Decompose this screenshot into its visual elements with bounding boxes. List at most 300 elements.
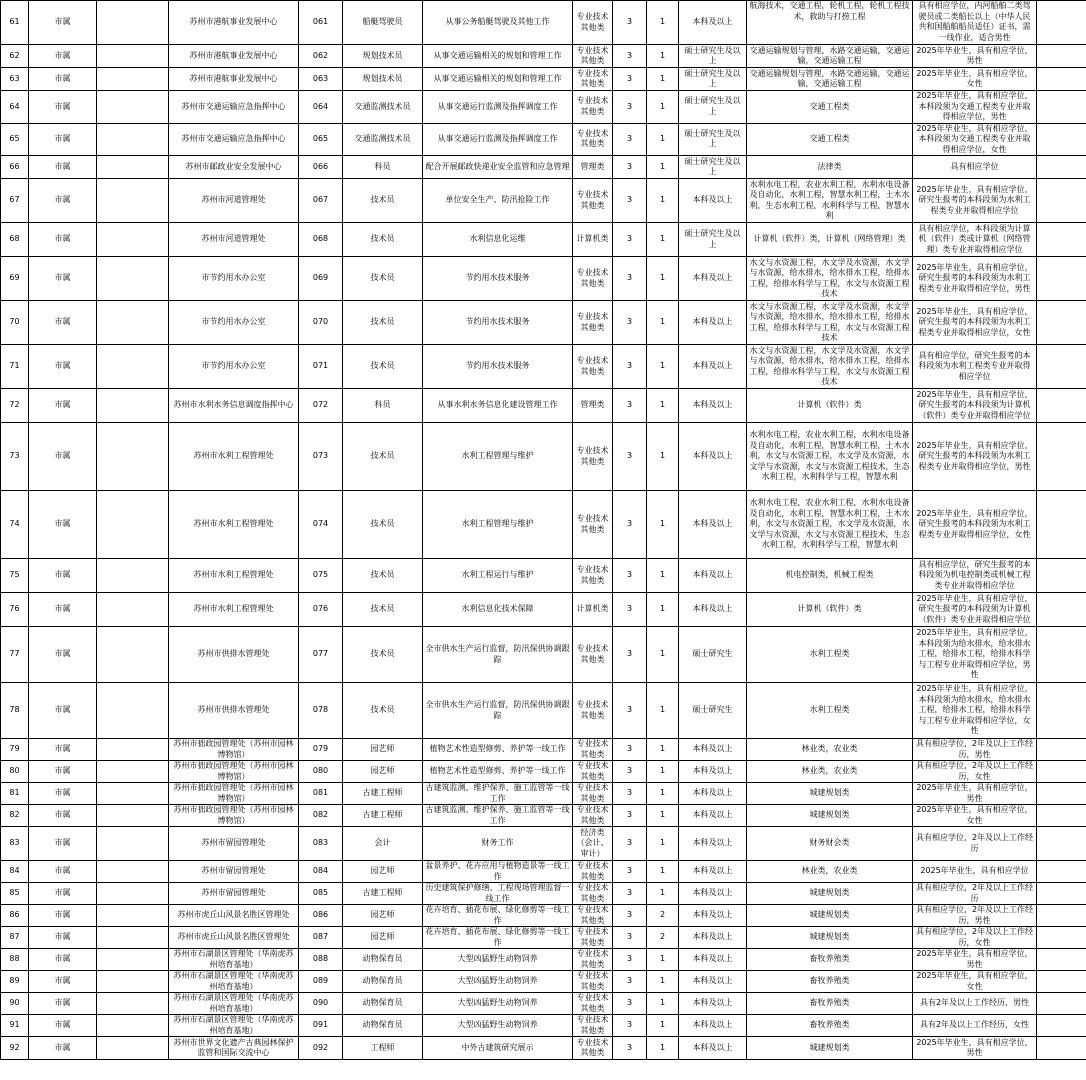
headcount: 2 (647, 905, 679, 927)
post-name: 会计 (343, 827, 423, 861)
post-name: 工程师 (343, 1037, 423, 1060)
post-duty: 盆景养护、花卉应用与植物造景等一线工作 (423, 861, 573, 883)
post-category: 专业技术其他类 (573, 1037, 613, 1060)
row-number: 74 (1, 491, 29, 559)
education: 硕士研究生及以上 (679, 91, 747, 124)
post-duty: 古建筑监测、维护保养、施工监管等一线工作 (423, 805, 573, 827)
post-duty: 大型凶猛野生动物饲养 (423, 1015, 573, 1037)
headcount: 1 (647, 491, 679, 559)
table-row (1, 45, 1086, 68)
headcount: 1 (647, 156, 679, 179)
row-number: 75 (1, 559, 29, 593)
major: 法律类 (747, 156, 913, 179)
post-name: 技术员 (343, 423, 423, 491)
post-duty: 从事水利水务信息化建设管理工作 (423, 389, 573, 423)
post-name: 规划技术员 (343, 68, 423, 91)
education: 本科及以上 (679, 905, 747, 927)
unit-name: 苏州市水利工程管理处 (169, 423, 299, 491)
level: 市属 (29, 1015, 97, 1037)
post-code: 089 (299, 971, 343, 993)
post-name: 古建工程师 (343, 805, 423, 827)
post-code: 061 (299, 1, 343, 45)
table-row (1, 861, 1086, 883)
exam-type: 3 (613, 993, 647, 1015)
headcount: 1 (647, 949, 679, 971)
unit-name: 苏州市河道管理处 (169, 223, 299, 257)
exam-type: 3 (613, 68, 647, 91)
education: 本科及以上 (679, 389, 747, 423)
unit-name: 苏州市港航事业发展中心 (169, 45, 299, 68)
education: 硕士研究生 (679, 627, 747, 683)
headcount: 1 (647, 739, 679, 761)
remark (1037, 783, 1086, 805)
headcount: 1 (647, 257, 679, 301)
unit-name: 苏州市石湖景区管理处（华南虎苏州培育基地） (169, 971, 299, 993)
post-name: 动物保育员 (343, 949, 423, 971)
remark (1037, 683, 1086, 739)
level: 市属 (29, 423, 97, 491)
headcount: 1 (647, 389, 679, 423)
table-row (1, 156, 1086, 179)
post-code: 092 (299, 1037, 343, 1060)
post-code: 083 (299, 827, 343, 861)
table-row (1, 993, 1086, 1015)
row-number: 84 (1, 861, 29, 883)
row-number: 76 (1, 593, 29, 627)
exam-type: 3 (613, 1, 647, 45)
post-category: 专业技术其他类 (573, 345, 613, 389)
post-duty: 节约用水技术服务 (423, 301, 573, 345)
education: 本科及以上 (679, 301, 747, 345)
education: 本科及以上 (679, 971, 747, 993)
headcount: 1 (647, 993, 679, 1015)
blank-cell (97, 68, 169, 91)
post-name: 动物保育员 (343, 1015, 423, 1037)
post-duty: 大型凶猛野生动物饲养 (423, 971, 573, 993)
post-category: 专业技术其他类 (573, 883, 613, 905)
blank-cell (97, 761, 169, 783)
row-number: 90 (1, 993, 29, 1015)
blank-cell (97, 1037, 169, 1060)
post-name: 技术员 (343, 683, 423, 739)
remark (1037, 861, 1086, 883)
headcount: 1 (647, 68, 679, 91)
education: 本科及以上 (679, 949, 747, 971)
post-code: 079 (299, 739, 343, 761)
post-code: 091 (299, 1015, 343, 1037)
unit-name: 苏州市留园管理处 (169, 861, 299, 883)
headcount: 1 (647, 123, 679, 156)
unit-name: 苏州市港航事业发展中心 (169, 68, 299, 91)
post-category: 专业技术其他类 (573, 761, 613, 783)
blank-cell (97, 949, 169, 971)
blank-cell (97, 683, 169, 739)
major: 城建规划类 (747, 927, 913, 949)
exam-type: 3 (613, 627, 647, 683)
other-requirements: 具有相应学位，内河船舶二类驾驶员或二类船长以上（中华人民共和国船舶船员适任）证书，需一线作业，适合男性 (913, 1, 1037, 45)
education: 硕士研究生及以上 (679, 123, 747, 156)
major: 水利水电工程，农业水利工程，水利水电设备及自动化，水利工程，智慧水利工程，土木水利，生态水利工程，水利科学与工程，智慧水利 (747, 179, 913, 223)
table-row (1, 783, 1086, 805)
table-row (1, 389, 1086, 423)
headcount: 1 (647, 783, 679, 805)
remark (1037, 993, 1086, 1015)
remark (1037, 301, 1086, 345)
unit-name: 苏州市拙政园管理处（苏州市园林博物馆） (169, 761, 299, 783)
exam-type: 3 (613, 559, 647, 593)
post-duty: 水利工程运行与维护 (423, 559, 573, 593)
exam-type: 3 (613, 45, 647, 68)
blank-cell (97, 45, 169, 68)
post-category: 专业技术其他类 (573, 805, 613, 827)
row-number: 83 (1, 827, 29, 861)
post-name: 技术员 (343, 257, 423, 301)
table-row (1, 559, 1086, 593)
major: 计算机（软件）类，计算机（网络管理）类 (747, 223, 913, 257)
blank-cell (97, 423, 169, 491)
post-code: 075 (299, 559, 343, 593)
exam-type: 3 (613, 761, 647, 783)
post-name: 科员 (343, 156, 423, 179)
table-row (1, 223, 1086, 257)
row-number: 85 (1, 883, 29, 905)
headcount: 1 (647, 223, 679, 257)
table-row (1, 927, 1086, 949)
row-number: 86 (1, 905, 29, 927)
major: 城建规划类 (747, 805, 913, 827)
post-category: 专业技术其他类 (573, 257, 613, 301)
row-number: 92 (1, 1037, 29, 1060)
major: 交通工程类 (747, 91, 913, 124)
remark (1037, 491, 1086, 559)
post-code: 063 (299, 68, 343, 91)
post-duty: 植物艺术性造型修剪、养护等一线工作 (423, 739, 573, 761)
blank-cell (97, 993, 169, 1015)
remark (1037, 559, 1086, 593)
exam-type: 3 (613, 301, 647, 345)
remark (1037, 91, 1086, 124)
major: 计算机（软件）类 (747, 593, 913, 627)
level: 市属 (29, 1, 97, 45)
post-code: 064 (299, 91, 343, 124)
other-requirements: 具有相应学位，本科段须为计算机（软件）类或计算机（网络管理）类专业并取得相应学位 (913, 223, 1037, 257)
unit-name: 苏州市交通运输应急指挥中心 (169, 123, 299, 156)
unit-name: 市节约用水办公室 (169, 301, 299, 345)
table-row (1, 761, 1086, 783)
major: 交通运输规划与管理，水路交通运输，交通运输，交通运输工程 (747, 68, 913, 91)
exam-type: 3 (613, 883, 647, 905)
post-category: 专业技术其他类 (573, 683, 613, 739)
post-code: 090 (299, 993, 343, 1015)
other-requirements: 2025年毕业生，具有相应学位，本科段须为给水排水，给水排水工程，给排水工程，给排水科学与工程专业并取得相应学位，女性 (913, 683, 1037, 739)
table-row (1, 683, 1086, 739)
remark (1037, 827, 1086, 861)
post-name: 船艇驾驶员 (343, 1, 423, 45)
table-row (1, 123, 1086, 156)
table-row (1, 68, 1086, 91)
post-code: 069 (299, 257, 343, 301)
post-name: 技术员 (343, 179, 423, 223)
post-code: 071 (299, 345, 343, 389)
blank-cell (97, 91, 169, 124)
level: 市属 (29, 123, 97, 156)
blank-cell (97, 559, 169, 593)
level: 市属 (29, 993, 97, 1015)
exam-type: 3 (613, 423, 647, 491)
post-code: 065 (299, 123, 343, 156)
education: 本科及以上 (679, 739, 747, 761)
other-requirements: 2025年毕业生，具有相应学位，男性 (913, 45, 1037, 68)
level: 市属 (29, 389, 97, 423)
level: 市属 (29, 156, 97, 179)
post-category: 管理类 (573, 389, 613, 423)
unit-name: 苏州市虎丘山风景名胜区管理处 (169, 905, 299, 927)
post-duty: 古建筑监测、维护保养、施工监管等一线工作 (423, 783, 573, 805)
post-name: 科员 (343, 389, 423, 423)
post-duty: 节约用水技术服务 (423, 257, 573, 301)
post-duty: 花卉培育、插花布展、绿化修剪等一线工作 (423, 927, 573, 949)
post-code: 087 (299, 927, 343, 949)
education: 本科及以上 (679, 927, 747, 949)
level: 市属 (29, 179, 97, 223)
row-number: 77 (1, 627, 29, 683)
row-number: 82 (1, 805, 29, 827)
post-name: 园艺师 (343, 761, 423, 783)
major: 财务财会类 (747, 827, 913, 861)
table-row (1, 883, 1086, 905)
other-requirements: 具有相应学位，2年及以上工作经历，女性 (913, 927, 1037, 949)
major: 城建规划类 (747, 783, 913, 805)
post-name: 技术员 (343, 345, 423, 389)
post-category: 专业技术其他类 (573, 627, 613, 683)
headcount: 1 (647, 593, 679, 627)
level: 市属 (29, 68, 97, 91)
headcount: 1 (647, 301, 679, 345)
education: 本科及以上 (679, 827, 747, 861)
education: 本科及以上 (679, 761, 747, 783)
post-name: 古建工程师 (343, 883, 423, 905)
exam-type: 3 (613, 156, 647, 179)
other-requirements: 具有相应学位，2年及以上工作经历 (913, 827, 1037, 861)
headcount: 1 (647, 559, 679, 593)
remark (1037, 1037, 1086, 1060)
table-row (1, 1015, 1086, 1037)
headcount: 1 (647, 1037, 679, 1060)
major: 城建规划类 (747, 1037, 913, 1060)
education: 硕士研究生及以上 (679, 156, 747, 179)
post-duty: 从事公务船艇驾驶及其他工作 (423, 1, 573, 45)
blank-cell (97, 389, 169, 423)
major: 水文与水资源工程，水文学及水资源，水文学与水资源，给水排水，给水排水工程，给排水工程，给排水科学与工程，水文与水资源工程技术 (747, 345, 913, 389)
exam-type: 3 (613, 683, 647, 739)
row-number: 87 (1, 927, 29, 949)
headcount: 1 (647, 827, 679, 861)
headcount: 1 (647, 1015, 679, 1037)
post-category: 专业技术其他类 (573, 783, 613, 805)
post-name: 园艺师 (343, 927, 423, 949)
education: 本科及以上 (679, 1, 747, 45)
unit-name: 苏州市石湖景区管理处（华南虎苏州培育基地） (169, 949, 299, 971)
blank-cell (97, 123, 169, 156)
remark (1037, 257, 1086, 301)
exam-type: 3 (613, 827, 647, 861)
level: 市属 (29, 627, 97, 683)
row-number: 69 (1, 257, 29, 301)
unit-name: 苏州市交通运输应急指挥中心 (169, 91, 299, 124)
post-name: 动物保育员 (343, 993, 423, 1015)
post-code: 080 (299, 761, 343, 783)
post-code: 081 (299, 783, 343, 805)
post-duty: 水利工程管理与维护 (423, 423, 573, 491)
post-name: 技术员 (343, 593, 423, 627)
level: 市属 (29, 739, 97, 761)
major: 畜牧养殖类 (747, 949, 913, 971)
other-requirements: 具有2年及以上工作经历，女性 (913, 1015, 1037, 1037)
education: 本科及以上 (679, 257, 747, 301)
table-row (1, 739, 1086, 761)
table-row (1, 301, 1086, 345)
blank-cell (97, 883, 169, 905)
remark (1037, 223, 1086, 257)
post-code: 074 (299, 491, 343, 559)
unit-name: 苏州市港航事业发展中心 (169, 1, 299, 45)
post-code: 076 (299, 593, 343, 627)
exam-type: 3 (613, 491, 647, 559)
headcount: 1 (647, 683, 679, 739)
post-duty: 中外古建筑研究展示 (423, 1037, 573, 1060)
exam-type: 3 (613, 257, 647, 301)
level: 市属 (29, 1037, 97, 1060)
education: 本科及以上 (679, 593, 747, 627)
level: 市属 (29, 861, 97, 883)
table-row (1, 1, 1086, 45)
other-requirements: 具有2年及以上工作经历，男性 (913, 993, 1037, 1015)
blank-cell (97, 805, 169, 827)
headcount: 1 (647, 971, 679, 993)
table-row (1, 423, 1086, 491)
post-category: 专业技术其他类 (573, 45, 613, 68)
other-requirements: 2025年毕业生，具有相应学位，研究生报考的本科段须为水利工程类专业并取得相应学位，女性 (913, 491, 1037, 559)
blank-cell (97, 783, 169, 805)
post-duty: 财务工作 (423, 827, 573, 861)
level: 市属 (29, 559, 97, 593)
post-name: 规划技术员 (343, 45, 423, 68)
other-requirements: 2025年毕业生，具有相应学位，本科段须为交通工程类专业并取得相应学位，男性 (913, 91, 1037, 124)
major: 城建规划类 (747, 905, 913, 927)
other-requirements: 2025年毕业生，具有相应学位，男性 (913, 1037, 1037, 1060)
level: 市属 (29, 593, 97, 627)
exam-type: 3 (613, 179, 647, 223)
post-code: 077 (299, 627, 343, 683)
blank-cell (97, 345, 169, 389)
post-category: 专业技术其他类 (573, 179, 613, 223)
unit-name: 苏州市供排水管理处 (169, 683, 299, 739)
post-duty: 水利信息化运维 (423, 223, 573, 257)
education: 本科及以上 (679, 883, 747, 905)
exam-type: 3 (613, 345, 647, 389)
post-category: 计算机类 (573, 223, 613, 257)
table-row (1, 627, 1086, 683)
row-number: 66 (1, 156, 29, 179)
exam-type: 3 (613, 1015, 647, 1037)
blank-cell (97, 223, 169, 257)
other-requirements: 2025年毕业生，具有相应学位，研究生报考的本科段须为计算机（软件）类专业并取得相应学位 (913, 389, 1037, 423)
major: 水利水电工程，农业水利工程，水利水电设备及自动化，水利工程，智慧水利工程，土木水利，水文与水资源工程，水文学及水资源，水文学与水资源，水文与水资源工程技术，生态水利工程，水利科学与工程，智慧水利 (747, 423, 913, 491)
post-code: 088 (299, 949, 343, 971)
headcount: 2 (647, 927, 679, 949)
other-requirements: 2025年毕业生，具有相应学位，研究生报考的本科段须为水利工程类专业并取得相应学位，男性 (913, 257, 1037, 301)
row-number: 61 (1, 1, 29, 45)
remark (1037, 123, 1086, 156)
other-requirements: 2025年毕业生，具有相应学位，女性 (913, 68, 1037, 91)
exam-type: 3 (613, 389, 647, 423)
exam-type: 3 (613, 905, 647, 927)
post-category: 计算机类 (573, 593, 613, 627)
major: 机电控制类，机械工程类 (747, 559, 913, 593)
unit-name: 苏州市世界文化遗产古典园林保护监管和国际交流中心 (169, 1037, 299, 1060)
major: 水利水电工程，农业水利工程，水利水电设备及自动化，水利工程，智慧水利工程，土木水利，水文与水资源工程，水文学及水资源，水文学与水资源，水文与水资源工程技术，生态水利工程，水利科学与工程，智慧水利 (747, 491, 913, 559)
row-number: 79 (1, 739, 29, 761)
blank-cell (97, 739, 169, 761)
major: 交通运输规划与管理，水路交通运输，交通运输，交通运输工程 (747, 45, 913, 68)
remark (1037, 627, 1086, 683)
level: 市属 (29, 223, 97, 257)
post-duty: 大型凶猛野生动物饲养 (423, 993, 573, 1015)
post-category: 专业技术其他类 (573, 971, 613, 993)
level: 市属 (29, 927, 97, 949)
post-code: 078 (299, 683, 343, 739)
exam-type: 3 (613, 971, 647, 993)
remark (1037, 1, 1086, 45)
unit-name: 苏州市水利工程管理处 (169, 491, 299, 559)
other-requirements: 2025年毕业生，具有相应学位，研究生报考的本科段须为水利工程类专业并取得相应学位，男性 (913, 423, 1037, 491)
education: 本科及以上 (679, 423, 747, 491)
post-duty: 从事交通运行监测及指挥调度工作 (423, 91, 573, 124)
post-name: 园艺师 (343, 739, 423, 761)
major: 水文与水资源工程，水文学及水资源，水文学与水资源，给水排水，给水排水工程，给排水工程，给排水科学与工程，水文与水资源工程技术 (747, 301, 913, 345)
post-code: 070 (299, 301, 343, 345)
post-code: 066 (299, 156, 343, 179)
other-requirements: 具有相应学位 (913, 156, 1037, 179)
post-category: 专业技术其他类 (573, 123, 613, 156)
education: 硕士研究生 (679, 683, 747, 739)
post-name: 技术员 (343, 223, 423, 257)
table-row (1, 905, 1086, 927)
post-category: 专业技术其他类 (573, 739, 613, 761)
table-row (1, 179, 1086, 223)
unit-name: 苏州市拙政园管理处（苏州市园林博物馆） (169, 805, 299, 827)
unit-name: 苏州市石湖景区管理处（华南虎苏州培育基地） (169, 1015, 299, 1037)
level: 市属 (29, 827, 97, 861)
education: 本科及以上 (679, 179, 747, 223)
table-row (1, 827, 1086, 861)
post-category: 专业技术其他类 (573, 1015, 613, 1037)
level: 市属 (29, 345, 97, 389)
unit-name: 苏州市河道管理处 (169, 179, 299, 223)
post-duty: 全市供水生产运行监督，防汛保供协调跟踪 (423, 627, 573, 683)
post-category: 专业技术其他类 (573, 91, 613, 124)
row-number: 71 (1, 345, 29, 389)
education: 硕士研究生及以上 (679, 68, 747, 91)
row-number: 81 (1, 783, 29, 805)
unit-name: 市节约用水办公室 (169, 257, 299, 301)
remark (1037, 423, 1086, 491)
post-code: 084 (299, 861, 343, 883)
post-duty: 植物艺术性造型修剪、养护等一线工作 (423, 761, 573, 783)
headcount: 1 (647, 1, 679, 45)
post-code: 072 (299, 389, 343, 423)
post-duty: 全市供水生产运行监督，防汛保供协调跟踪 (423, 683, 573, 739)
